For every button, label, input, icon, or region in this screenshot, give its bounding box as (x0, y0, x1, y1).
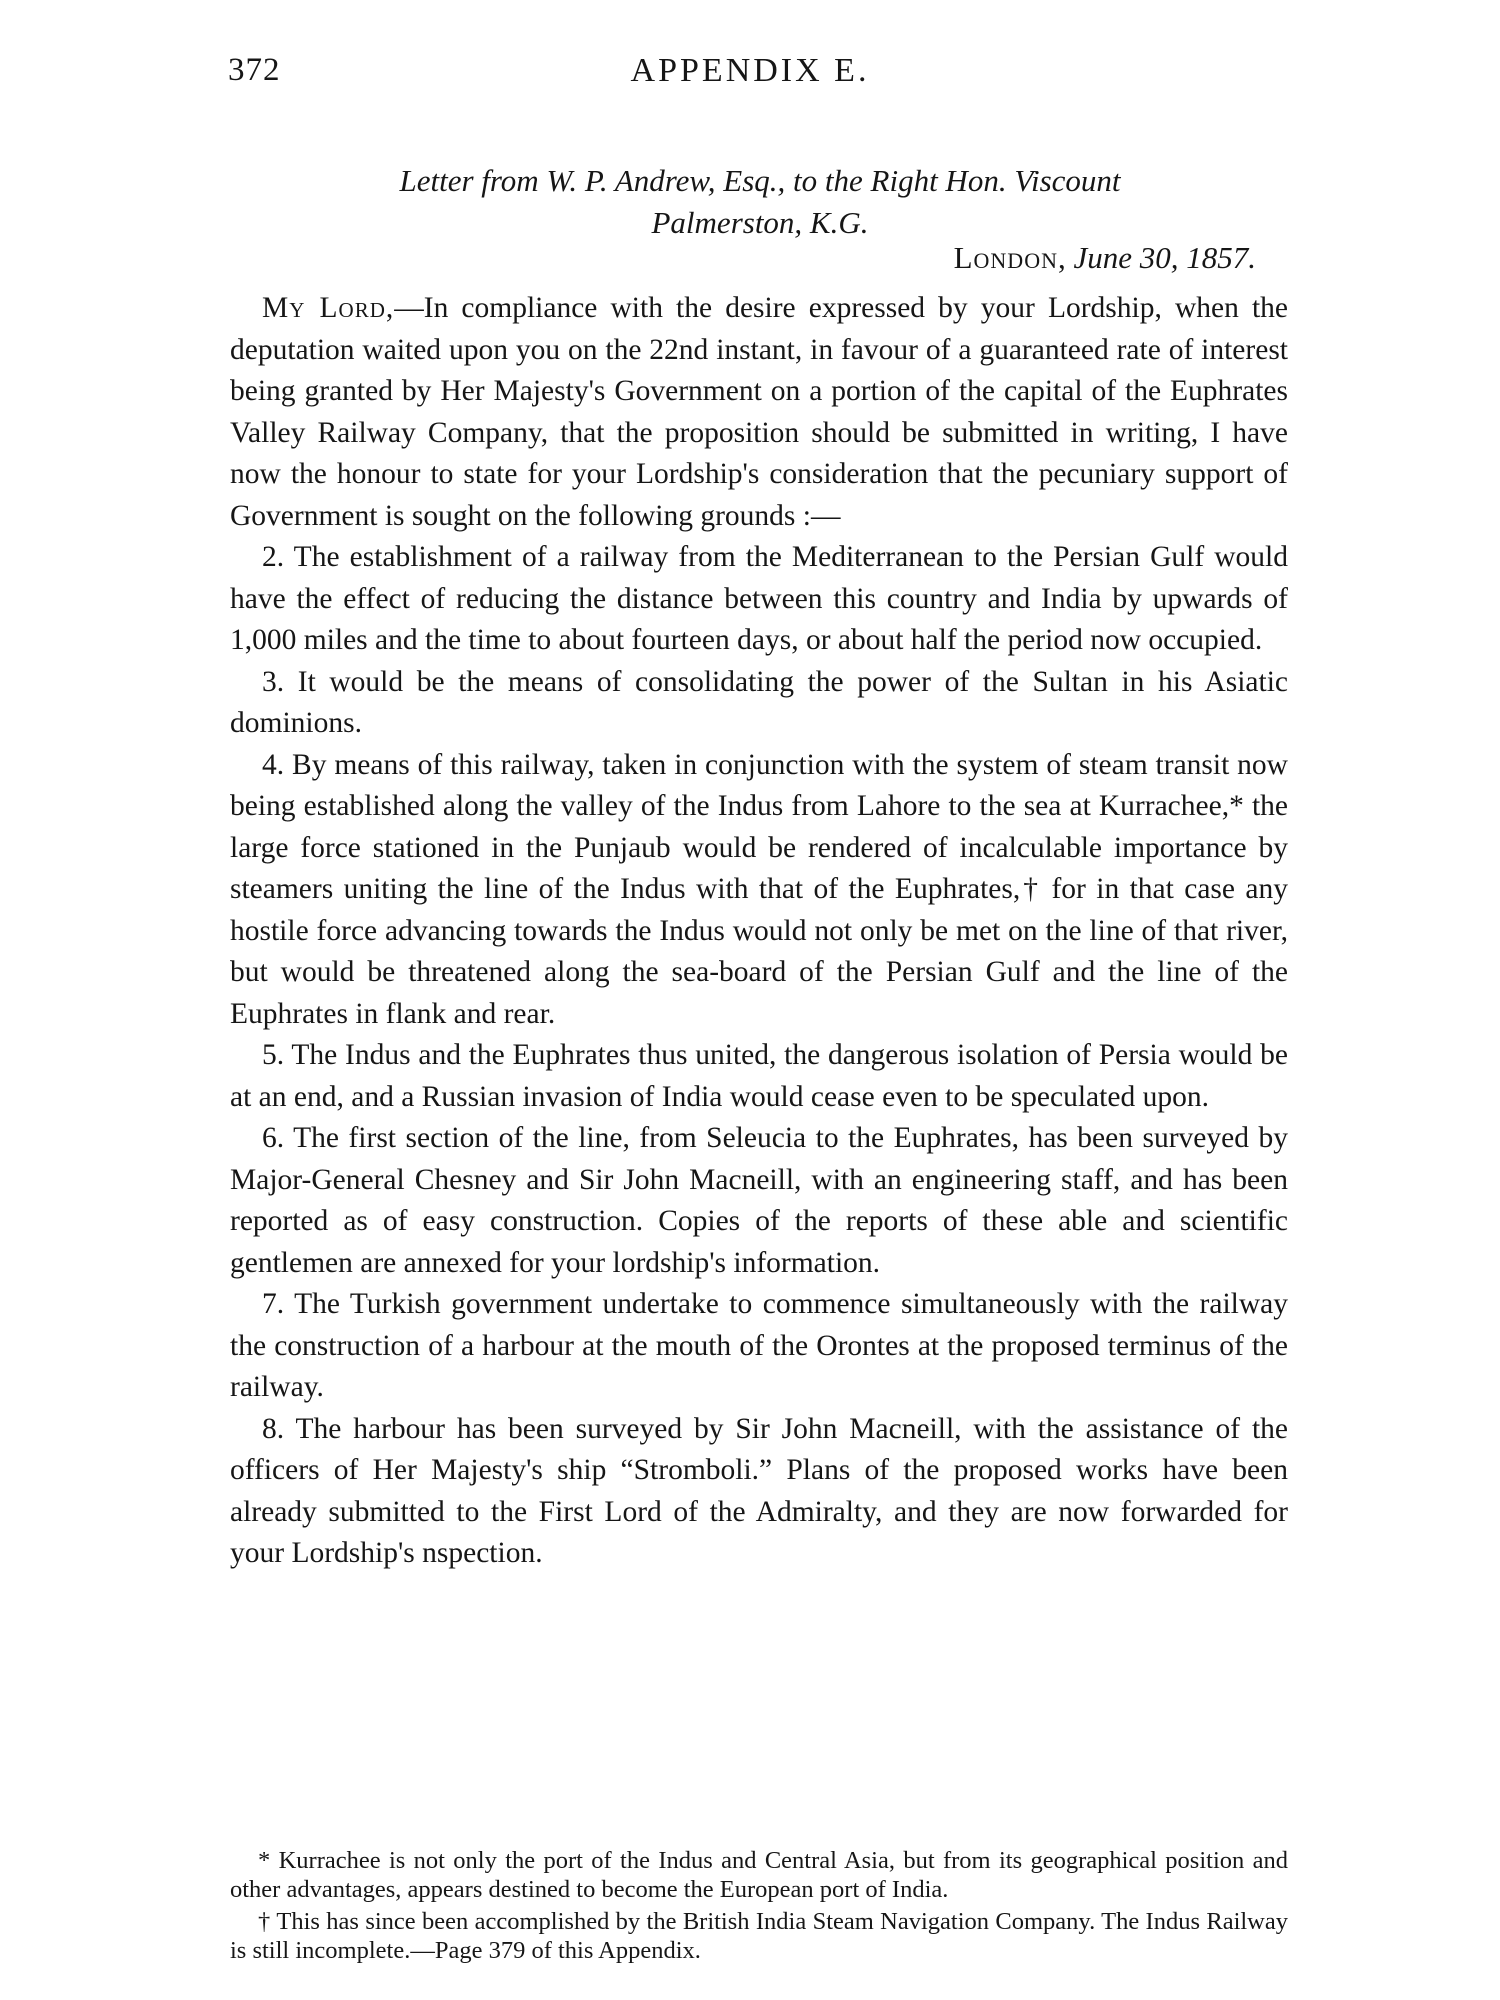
page-number: 372 (228, 52, 281, 88)
dateline-place: London (953, 240, 1058, 275)
footnote-asterisk: * Kurrachee is not only the port of the Indus and Central Asia, but from its geographical position and other advantages, appears destined to become the European port of India. (230, 1847, 1288, 1903)
paragraph-1 (230, 288, 1288, 537)
dateline-separator: , (1057, 240, 1074, 275)
footnotes (230, 1846, 1288, 1968)
letter-body (230, 288, 1288, 1575)
paragraph-8: 8. The harbour has been surveyed by Sir John Macneill, with the assistance of the officers of Her Majesty's ship “Stromboli.” Plans of the proposed works have been already submitted to the First Lord of the Admiralty, and they are now forwarded for your Lordship's nspection. (230, 1412, 1288, 1569)
paragraph-5: 5. The Indus and the Euphrates thus united, the dangerous isolation of Persia would be at an end, and a Russian invasion of India would cease even to be speculated upon. (230, 1039, 1288, 1113)
footnote-dagger: † This has since been accomplished by the British India Steam Navigation Company. The Indus Railway is still incomplete.—Page 379 of this Appendix. (230, 1908, 1288, 1964)
letter-heading-line-1: Letter from W. P. Andrew, Esq., to the Right Hon. Viscount (399, 163, 1121, 198)
paragraph-4: 4. By means of this railway, taken in conjunction with the system of steam transit now being established along the valley of the Indus from Lahore to the sea at Kurrachee,* the large force stationed in the Punjaub would be rendered of incalculable importance by steamers uniting the line of the Indus with that of the Euphrates,† for in that case any hostile force advancing towards the Indus would not only be met on the line of that river, but would be threatened along the sea-board of the Persian Gulf and the line of the Euphrates in flank and rear. (230, 748, 1288, 1030)
letter-heading (230, 160, 1290, 244)
paragraph-6: 6. The first section of the line, from Seleucia to the Euphrates, has been surveyed by Major-General Chesney and Sir John Macneill, with an engineering staff, and has been reported as of easy construction. Copies of the reports of these able and scientific gentlemen are annexed for your lordship's information. (230, 1122, 1288, 1279)
paragraph-2: 2. The establishment of a railway from the Mediterranean to the Persian Gulf would have the effect of reducing the distance between this country and India by upwards of 1,000 miles and the time to about fourteen days, or about half the period now occupied. (230, 541, 1288, 656)
running-title: APPENDIX E. (630, 52, 870, 89)
paragraph-7: 7. The Turkish government undertake to commence simultaneously with the railway the construction of a harbour at the mouth of the Orontes at the proposed terminus of the railway. (230, 1288, 1288, 1403)
running-head (0, 52, 1500, 96)
letter-heading-line-2: Palmerston, K.G. (651, 205, 869, 240)
paragraph-3: 3. It would be the means of consolidating the power of the Sultan in his Asiatic dominions. (230, 665, 1288, 739)
dateline (954, 240, 1256, 276)
dateline-date: June 30, 1857. (1073, 240, 1256, 275)
paragraph-1-text: —In compliance with the desire expressed by your Lordship, when the deputation waited upon you on the 22nd instant, in favour of a guaranteed rate of interest being granted by Her Majesty's Government on a portion of the capital of the Euphrates Valley Railway Company, that the proposition should be submitted in writing, I have now the honour to state for your Lordship's consideration that the pecuniary support of Government is sought on the following grounds :— (230, 292, 1288, 532)
salutation: My Lord, (262, 292, 395, 324)
